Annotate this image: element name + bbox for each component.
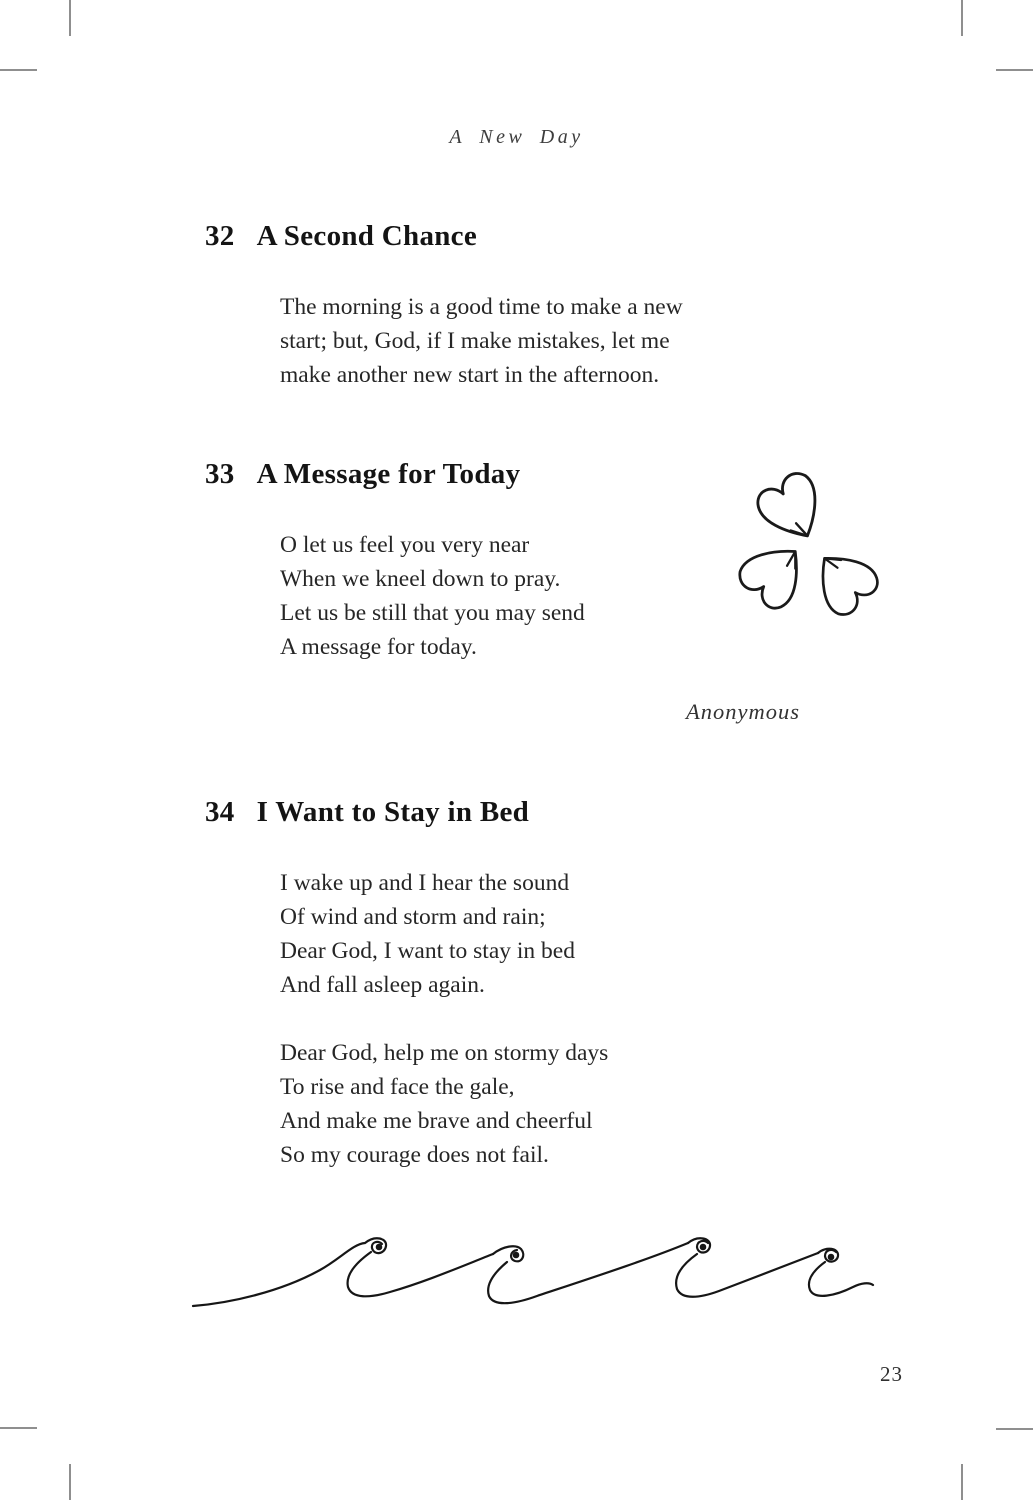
poem-32-title (205, 220, 477, 253)
poem-line: I wake up and I hear the sound (280, 870, 570, 896)
poem-32-stanza (280, 290, 683, 392)
poem-line: Dear God, I want to stay in bed (280, 938, 575, 964)
poem-attribution: Anonymous (686, 699, 800, 724)
poem-line: And fall asleep again. (280, 972, 485, 998)
crop-mark-bottom-right-v (961, 1464, 963, 1500)
poem-number: 33 (205, 458, 235, 490)
hearts-illustration (723, 452, 903, 642)
poem-line: So my courage does not fail. (280, 1142, 549, 1168)
poem-33-stanza (280, 528, 585, 664)
poem-line: When we kneel down to pray. (280, 566, 561, 592)
poem-34-stanza-2 (280, 1036, 608, 1172)
poem-title-text: I Want to Stay in Bed (256, 796, 530, 828)
poem-line: A message for today. (280, 634, 477, 660)
poem-line: And make me brave and cheerful (280, 1108, 593, 1134)
poem-line: The morning is a good time to make a new (280, 294, 683, 320)
crop-mark-bottom-left-h (0, 1427, 37, 1429)
poem-line: Let us be still that you may send (280, 600, 585, 626)
poem-33-title (205, 458, 520, 491)
poem-title-text: A Message for Today (256, 458, 521, 490)
crop-mark-top-left-v (69, 0, 71, 36)
crop-mark-top-right-h (996, 69, 1033, 71)
page-number: 23 (880, 1362, 903, 1386)
running-header: A New Day (449, 126, 584, 148)
poem-line: start; but, God, if I make mistakes, let me (280, 328, 670, 354)
poem-title-text: A Second Chance (256, 220, 478, 252)
poem-number: 34 (205, 796, 235, 828)
poem-line: make another new start in the afternoon. (280, 362, 660, 388)
poem-34-title (205, 796, 529, 829)
crop-mark-bottom-right-h (996, 1428, 1033, 1430)
poem-line: To rise and face the gale, (280, 1074, 515, 1100)
poem-line: O let us feel you very near (280, 532, 530, 558)
poem-number: 32 (205, 220, 235, 252)
poem-34-stanza-1 (280, 866, 575, 1002)
poem-line: Of wind and storm and rain; (280, 904, 546, 930)
poem-line: Dear God, help me on stormy days (280, 1040, 609, 1066)
wave-ornament (185, 1232, 880, 1317)
crop-mark-bottom-left-v (69, 1464, 71, 1500)
crop-mark-top-right-v (961, 0, 963, 36)
crop-mark-top-left-h (0, 69, 37, 71)
